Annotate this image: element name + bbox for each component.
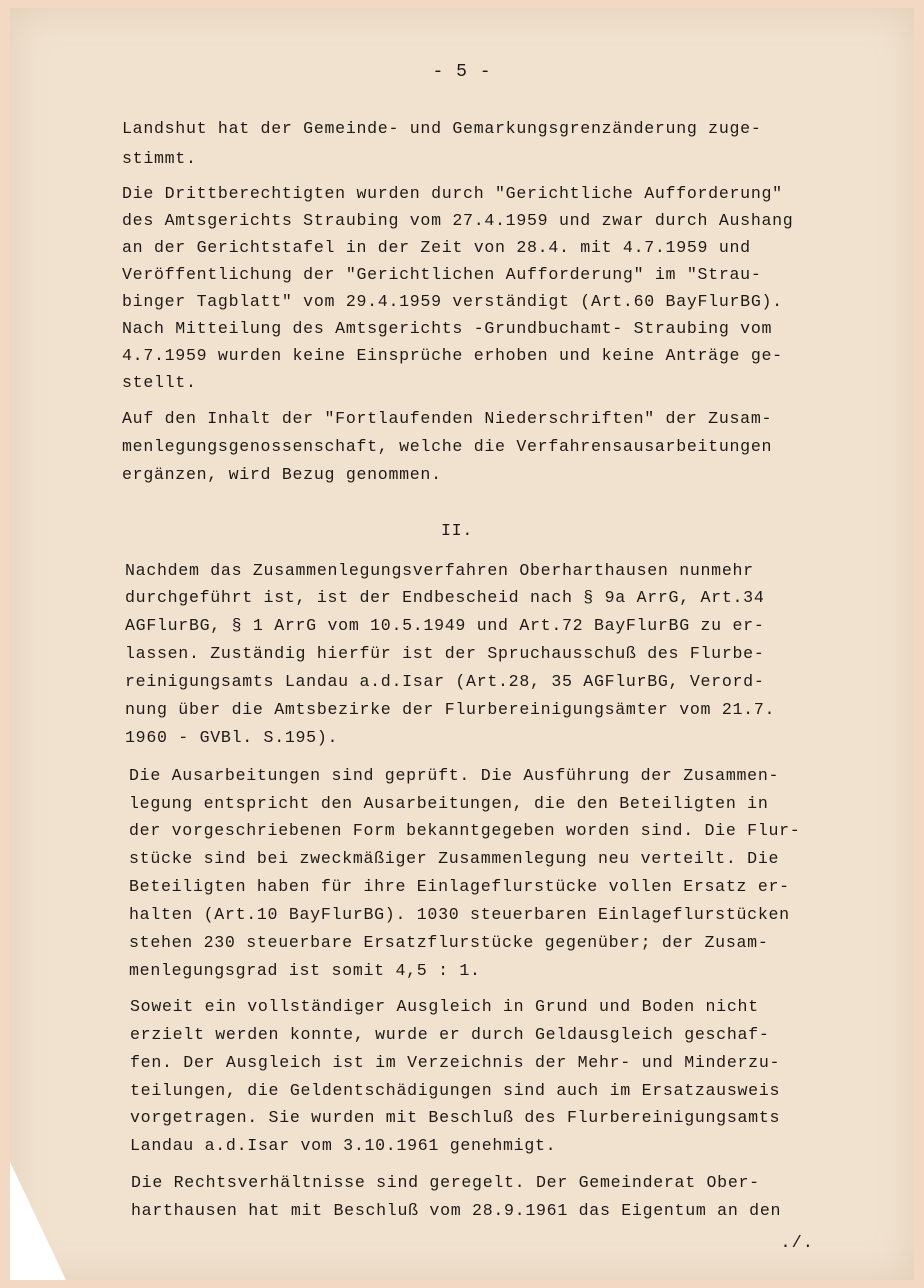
text-line: stellt. xyxy=(122,373,197,392)
text-line: Die Drittberechtigten wurden durch "Gerichtliche Aufforderung" xyxy=(122,184,783,203)
text-line: halten (Art.10 BayFlurBG). 1030 steuerbaren Einlageflurstücken xyxy=(129,905,790,924)
text-line: Veröffentlichung der "Gerichtlichen Aufforderung" im "Strau- xyxy=(122,265,762,284)
text-line: erzielt werden konnte, wurde er durch Geldausgleich geschaf- xyxy=(130,1025,770,1044)
text-line: fen. Der Ausgleich ist im Verzeichnis der Mehr- und Minderzu- xyxy=(130,1053,781,1072)
text-line: Landau a.d.Isar vom 3.10.1961 genehmigt. xyxy=(130,1136,557,1155)
text-line: teilungen, die Geldentschädigungen sind auch im Ersatzausweis xyxy=(130,1081,781,1100)
text-line: menlegungsgenossenschaft, welche die Verfahrensausarbeitungen xyxy=(122,437,773,456)
text-line: Die Rechtsverhältnisse sind geregelt. Der Gemeinderat Ober- xyxy=(131,1173,760,1192)
text-line: nung über die Amtsbezirke der Flurbereinigungsämter vom 21.7. xyxy=(125,700,776,719)
text-line: durchgeführt ist, ist der Endbescheid nach § 9a ArrG, Art.34 xyxy=(125,588,765,607)
text-line: lassen. Zuständig hierfür ist der Spruchausschuß des Flurbe- xyxy=(125,644,765,663)
text-line: harthausen hat mit Beschluß vom 28.9.1961 das Eigentum an den xyxy=(131,1201,782,1220)
text-line: stehen 230 steuerbare Ersatzflurstücke gegenüber; der Zusam- xyxy=(129,933,769,952)
text-line: menlegungsgrad ist somit 4,5 : 1. xyxy=(129,961,481,980)
text-line: Nachdem das Zusammenlegungsverfahren Oberharthausen nunmehr xyxy=(125,561,754,580)
text-line: AGFlurBG, § 1 ArrG vom 10.5.1949 und Art.72 BayFlurBG zu er- xyxy=(125,616,765,635)
text-line: 4.7.1959 wurden keine Einsprüche erhoben und keine Anträge ge- xyxy=(122,346,783,365)
text-line: Landshut hat der Gemeinde- und Gemarkungsgrenzänderung zuge- xyxy=(122,119,762,138)
section-heading: II. xyxy=(441,521,473,540)
text-line: stücke sind bei zweckmäßiger Zusammenlegung neu verteilt. Die xyxy=(129,849,780,868)
text-line: des Amtsgerichts Straubing vom 27.4.1959 und zwar durch Aushang xyxy=(122,211,794,230)
text-line: der vorgeschriebenen Form bekanntgegeben worden sind. Die Flur- xyxy=(129,821,801,840)
text-line: vorgetragen. Sie wurden mit Beschluß des Flurbereinigungsamts xyxy=(130,1108,781,1127)
continuation-mark: ./. xyxy=(780,1234,814,1253)
text-line: Soweit ein vollständiger Ausgleich in Grund und Boden nicht xyxy=(130,997,759,1016)
document-page xyxy=(10,8,914,1280)
text-line: Auf den Inhalt der "Fortlaufenden Niederschriften" der Zusam- xyxy=(122,409,773,428)
text-line: Nach Mitteilung des Amtsgerichts -Grundbuchamt- Straubing vom xyxy=(122,319,773,338)
text-line: Die Ausarbeitungen sind geprüft. Die Ausführung der Zusammen- xyxy=(129,766,780,785)
text-line: binger Tagblatt" vom 29.4.1959 verständigt (Art.60 BayFlurBG). xyxy=(122,292,783,311)
page-number: - 5 - xyxy=(432,62,492,82)
text-line: Beteiligten haben für ihre Einlageflurstücke vollen Ersatz er- xyxy=(129,877,790,896)
text-line: ergänzen, wird Bezug genommen. xyxy=(122,465,442,484)
text-line: an der Gerichtstafel in der Zeit von 28.4. mit 4.7.1959 und xyxy=(122,238,751,257)
text-line: stimmt. xyxy=(122,149,197,168)
text-line: reinigungsamts Landau a.d.Isar (Art.28, 35 AGFlurBG, Verord- xyxy=(125,672,765,691)
text-line: legung entspricht den Ausarbeitungen, die den Beteiligten in xyxy=(129,794,769,813)
text-line: 1960 - GVBl. S.195). xyxy=(125,728,339,747)
folded-corner xyxy=(10,1162,66,1280)
